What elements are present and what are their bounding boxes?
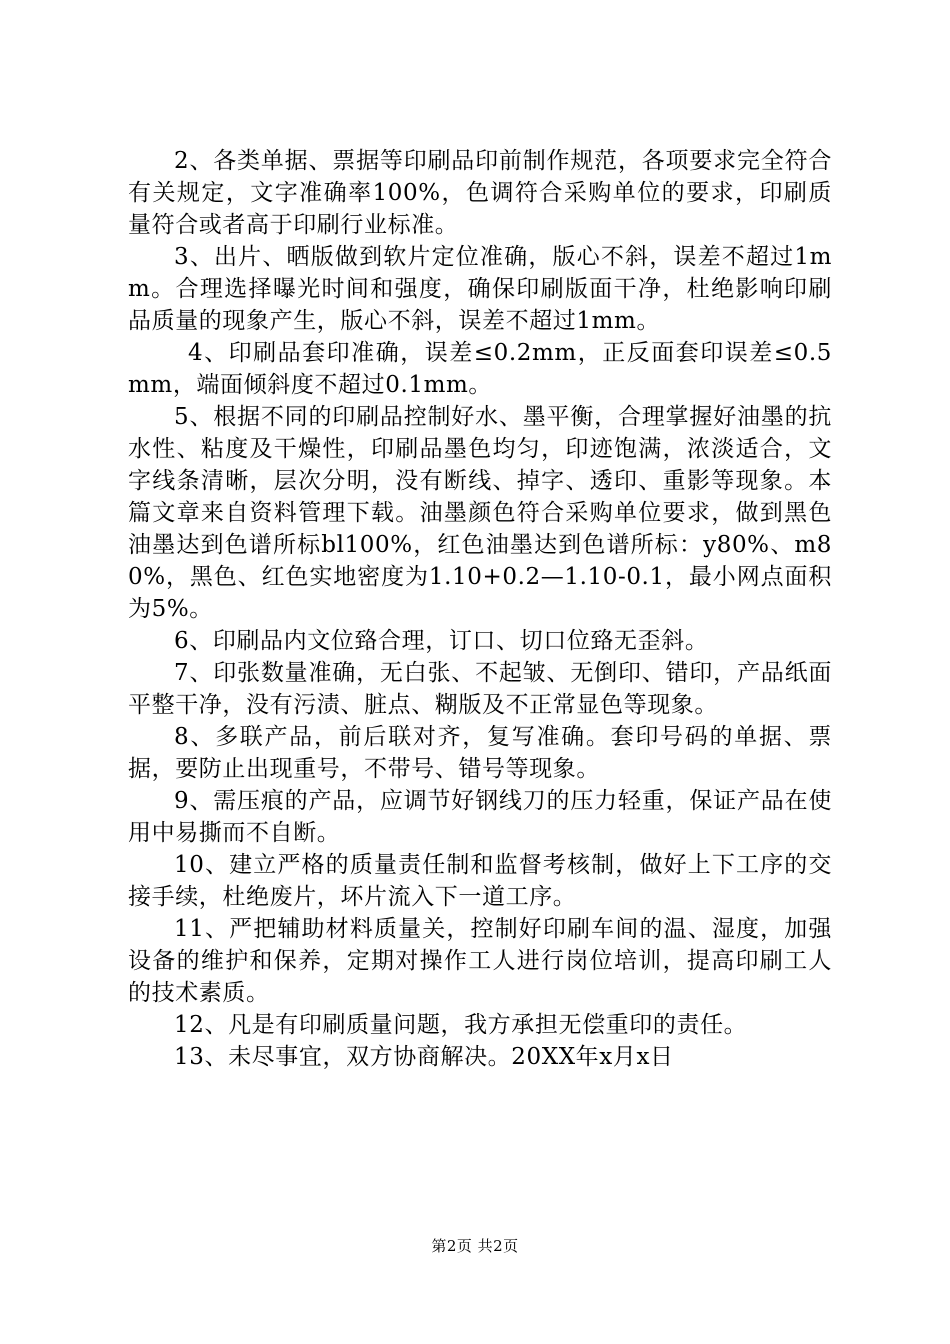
paragraph-2: 2、各类单据、票据等印刷品印前制作规范，各项要求完全符合有关规定，文字准确率100%，色调符合采购单位的要求，印刷质量符合或者高于印刷行业标准。 — [128, 148, 832, 238]
paragraph-13: 13、未尽事宜，双方协商解决。20XX年x月x日 — [174, 1044, 674, 1070]
document-body — [128, 145, 832, 1073]
paragraph-8: 8、多联产品，前后联对齐，复写准确。套印号码的单据、票据，要防止出现重号，不带号、错号等现象。 — [128, 724, 832, 782]
paragraph-9: 9、需压痕的产品，应调节好钢线刀的压力轻重，保证产品在使用中易撕而不自断。 — [128, 788, 832, 846]
paragraph-10: 10、建立严格的质量责任制和监督考核制，做好上下工序的交接手续，杜绝废片，坏片流入下一道工序。 — [128, 852, 832, 910]
paragraph-6: 6、印刷品内文位臵合理，订口、切口位臵无歪斜。 — [174, 628, 709, 654]
paragraph-3: 3、出片、晒版做到软片定位准确，版心不斜，误差不超过1mm。合理选择曝光时间和强度，确保印刷版面干净，杜绝影响印刷品质量的现象产生，版心不斜，误差不超过1mm。 — [128, 244, 832, 334]
paragraph-7: 7、印张数量准确，无白张、不起皱、无倒印、错印，产品纸面平整干净，没有污渍、脏点、糊版及不正常显色等现象。 — [128, 660, 832, 718]
paragraph-5: 5、根据不同的印刷品控制好水、墨平衡，合理掌握好油墨的抗水性、粘度及干燥性，印刷品墨色均匀，印迹饱满，浓淡适合，文字线条清晰，层次分明，没有断线、掉字、透印、重影等现象。本篇文章来自资料管理下载。油墨颜色符合采购单位要求，做到黑色油墨达到色谱所标bl100%，红色油墨达到色谱所标：y80%、m80%，黑色、红色实地密度为1.10+0.2—1.10-0.1，最小网点面积为5%。 — [128, 404, 832, 622]
page-number-footer: 第2页 共2页 — [431, 1237, 519, 1255]
paragraph-12: 12、凡是有印刷质量问题，我方承担无偿重印的责任。 — [174, 1012, 748, 1038]
paragraph-4: 4、印刷品套印准确，误差≤0.2mm，正反面套印误差≤0.5mm，端面倾斜度不超过0.1mm。 — [128, 340, 832, 398]
paragraph-11: 11、严把辅助材料质量关，控制好印刷车间的温、湿度，加强设备的维护和保养，定期对操作工人进行岗位培训，提高印刷工人的技术素质。 — [128, 916, 832, 1006]
